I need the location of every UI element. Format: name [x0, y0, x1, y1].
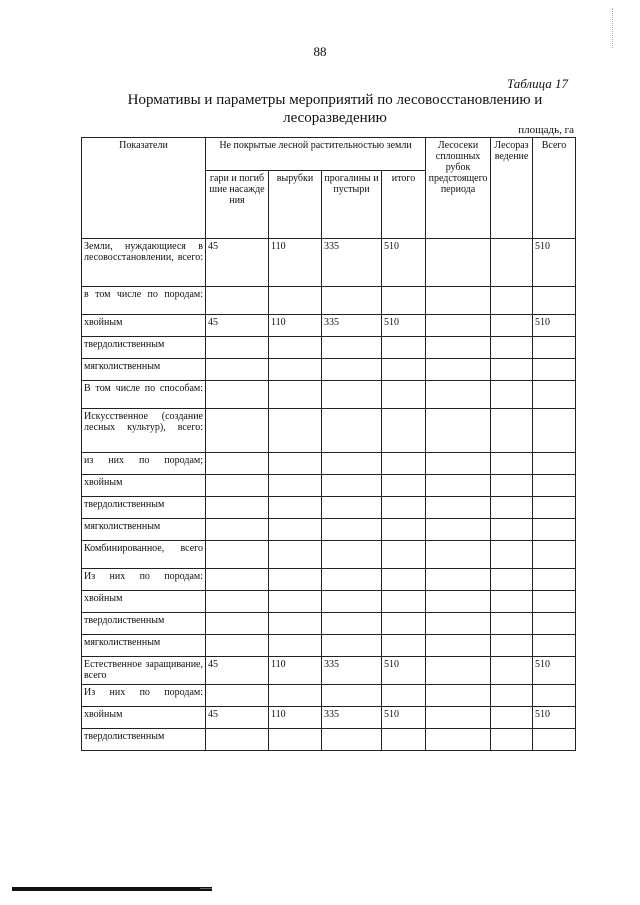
cell-clearcut	[426, 657, 491, 685]
cell-burned	[206, 729, 269, 751]
binding-mark	[612, 8, 614, 48]
cell-afforestation	[491, 707, 533, 729]
cell-glades: 335	[322, 239, 382, 287]
table-row	[82, 337, 576, 359]
header-not-covered: Не покрытые лесной растительностью земли	[206, 138, 426, 171]
row-label: мягколиственным	[82, 519, 206, 541]
cell-clearcut	[426, 569, 491, 591]
cell-afforestation	[491, 569, 533, 591]
cell-burned	[206, 635, 269, 657]
header-afforestation: Лесоразведение	[491, 138, 533, 239]
cell-burned	[206, 381, 269, 409]
cell-afforestation	[491, 337, 533, 359]
cell-burned	[206, 287, 269, 315]
cell-afforestation	[491, 475, 533, 497]
cell-subtotal	[382, 359, 426, 381]
table-row	[82, 409, 576, 453]
cell-clearcut	[426, 453, 491, 475]
cell-total	[533, 381, 576, 409]
cell-clearcut	[426, 707, 491, 729]
cell-afforestation	[491, 657, 533, 685]
table-row	[82, 381, 576, 409]
cell-burned	[206, 475, 269, 497]
cell-burned	[206, 519, 269, 541]
cell-clearcut	[426, 541, 491, 569]
cell-clearings	[269, 287, 322, 315]
row-label: твердолиственным	[82, 497, 206, 519]
cell-clearcut	[426, 685, 491, 707]
cell-clearings: 110	[269, 315, 322, 337]
cell-glades	[322, 409, 382, 453]
cell-clearcut	[426, 409, 491, 453]
row-label: твердолиственным	[82, 337, 206, 359]
cell-clearings	[269, 453, 322, 475]
cell-clearcut	[426, 613, 491, 635]
cell-subtotal: 510	[382, 657, 426, 685]
cell-total	[533, 287, 576, 315]
cell-burned	[206, 453, 269, 475]
cell-glades	[322, 613, 382, 635]
cell-afforestation	[491, 541, 533, 569]
cell-clearings	[269, 635, 322, 657]
row-label: хвойным	[82, 475, 206, 497]
cell-burned	[206, 591, 269, 613]
cell-clearcut	[426, 475, 491, 497]
cell-clearings	[269, 381, 322, 409]
table-row	[82, 541, 576, 569]
cell-total	[533, 519, 576, 541]
cell-clearcut	[426, 519, 491, 541]
row-label: хвойным	[82, 707, 206, 729]
table-row	[82, 497, 576, 519]
cell-subtotal: 510	[382, 707, 426, 729]
cell-glades	[322, 381, 382, 409]
cell-clearings	[269, 359, 322, 381]
cell-burned	[206, 685, 269, 707]
cell-total	[533, 635, 576, 657]
cell-total	[533, 359, 576, 381]
cell-clearcut	[426, 381, 491, 409]
row-label: из них по породам;	[82, 453, 206, 475]
cell-subtotal	[382, 591, 426, 613]
cell-total	[533, 569, 576, 591]
cell-afforestation	[491, 591, 533, 613]
row-label: хвойным	[82, 315, 206, 337]
page-number: 88	[313, 44, 327, 59]
table-row	[82, 239, 576, 287]
table-row	[82, 613, 576, 635]
cell-glades	[322, 497, 382, 519]
row-label: Искусственное (создание лесных культур), всего:	[82, 409, 206, 453]
header-glades: прогалины и пустыри	[322, 171, 382, 239]
cell-clearings	[269, 497, 322, 519]
bottom-scan-bar	[12, 887, 212, 891]
cell-burned	[206, 337, 269, 359]
cell-clearings: 110	[269, 657, 322, 685]
cell-glades: 335	[322, 315, 382, 337]
cell-clearcut	[426, 239, 491, 287]
header-clearcut: Лесосеки сплошных рубок предстоящего периода	[426, 138, 491, 239]
cell-afforestation	[491, 239, 533, 287]
cell-total	[533, 541, 576, 569]
cell-clearings: 110	[269, 239, 322, 287]
cell-subtotal	[382, 409, 426, 453]
table-row	[82, 569, 576, 591]
cell-afforestation	[491, 409, 533, 453]
cell-clearcut	[426, 287, 491, 315]
cell-subtotal	[382, 685, 426, 707]
cell-clearcut	[426, 315, 491, 337]
table-row	[82, 359, 576, 381]
cell-subtotal	[382, 569, 426, 591]
cell-burned: 45	[206, 707, 269, 729]
cell-afforestation	[491, 729, 533, 751]
cell-afforestation	[491, 613, 533, 635]
cell-total: 510	[533, 657, 576, 685]
cell-clearings	[269, 569, 322, 591]
row-label: в том числе по породам:	[82, 287, 206, 315]
cell-afforestation	[491, 685, 533, 707]
cell-afforestation	[491, 315, 533, 337]
cell-subtotal	[382, 519, 426, 541]
cell-clearcut	[426, 359, 491, 381]
cell-burned	[206, 359, 269, 381]
cell-glades	[322, 359, 382, 381]
row-label: твердолиственным	[82, 729, 206, 751]
cell-clearcut	[426, 497, 491, 519]
cell-total	[533, 453, 576, 475]
table-row	[82, 475, 576, 497]
table-row	[82, 635, 576, 657]
cell-total	[533, 591, 576, 613]
row-label: Земли, нуждающиеся в лесовосстановлении, всего:	[82, 239, 206, 287]
table-row	[82, 657, 576, 685]
row-label: мягколиственным	[82, 635, 206, 657]
cell-glades	[322, 519, 382, 541]
cell-glades: 335	[322, 657, 382, 685]
cell-clearings	[269, 409, 322, 453]
cell-burned	[206, 541, 269, 569]
header-indicators: Показатели	[82, 138, 206, 239]
table-row	[82, 707, 576, 729]
cell-subtotal	[382, 497, 426, 519]
table-row	[82, 519, 576, 541]
row-label: Из них по породам:	[82, 685, 206, 707]
cell-burned	[206, 569, 269, 591]
table-row	[82, 315, 576, 337]
cell-total	[533, 685, 576, 707]
cell-afforestation	[491, 635, 533, 657]
cell-subtotal: 510	[382, 315, 426, 337]
cell-clearings	[269, 591, 322, 613]
cell-subtotal	[382, 381, 426, 409]
table-row	[82, 685, 576, 707]
cell-glades	[322, 287, 382, 315]
cell-clearings	[269, 541, 322, 569]
table-body	[82, 239, 576, 751]
cell-glades	[322, 453, 382, 475]
cell-glades	[322, 475, 382, 497]
cell-burned	[206, 409, 269, 453]
cell-clearings	[269, 729, 322, 751]
cell-clearcut	[426, 591, 491, 613]
cell-subtotal	[382, 337, 426, 359]
cell-glades	[322, 541, 382, 569]
cell-total: 510	[533, 239, 576, 287]
cell-burned	[206, 497, 269, 519]
cell-clearings	[269, 475, 322, 497]
cell-glades	[322, 729, 382, 751]
table-title: Нормативы и параметры мероприятий по лесовосстановлению и лесоразведению	[127, 92, 543, 126]
cell-clearings	[269, 337, 322, 359]
cell-total: 510	[533, 707, 576, 729]
cell-subtotal	[382, 453, 426, 475]
cell-afforestation	[491, 497, 533, 519]
cell-subtotal	[382, 729, 426, 751]
row-label: В том числе по способам:	[82, 381, 206, 409]
cell-total	[533, 729, 576, 751]
cell-glades	[322, 337, 382, 359]
bottom-scan-bar-tail	[200, 888, 212, 889]
header-subtotal: итого	[382, 171, 426, 239]
header-clearings: вырубки	[269, 171, 322, 239]
cell-burned: 45	[206, 657, 269, 685]
cell-glades	[322, 591, 382, 613]
cell-afforestation	[491, 287, 533, 315]
cell-glades	[322, 685, 382, 707]
row-label: мягколиственным	[82, 359, 206, 381]
cell-clearcut	[426, 635, 491, 657]
cell-glades	[322, 635, 382, 657]
cell-glades	[322, 569, 382, 591]
cell-burned: 45	[206, 315, 269, 337]
cell-burned: 45	[206, 239, 269, 287]
cell-total	[533, 613, 576, 635]
row-label: хвойным	[82, 591, 206, 613]
row-label: Из них по породам:	[82, 569, 206, 591]
cell-total	[533, 497, 576, 519]
table-row	[82, 453, 576, 475]
row-label: твердолиственным	[82, 613, 206, 635]
header-total: Всего	[533, 138, 576, 239]
cell-subtotal: 510	[382, 239, 426, 287]
unit-label: площадь, га	[518, 124, 574, 136]
row-label: Естественное заращивание, всего	[82, 657, 206, 685]
cell-afforestation	[491, 519, 533, 541]
table-label: Таблица 17	[506, 76, 568, 91]
data-table	[81, 137, 576, 751]
cell-afforestation	[491, 381, 533, 409]
cell-total: 510	[533, 315, 576, 337]
cell-total	[533, 475, 576, 497]
cell-subtotal	[382, 287, 426, 315]
cell-subtotal	[382, 635, 426, 657]
cell-glades: 335	[322, 707, 382, 729]
table-row	[82, 729, 576, 751]
table-row	[82, 591, 576, 613]
cell-total	[533, 337, 576, 359]
cell-subtotal	[382, 613, 426, 635]
cell-clearings	[269, 685, 322, 707]
cell-afforestation	[491, 359, 533, 381]
table-row	[82, 287, 576, 315]
cell-burned	[206, 613, 269, 635]
header-burned: гари и погибшие насаждения	[206, 171, 269, 239]
cell-clearings: 110	[269, 707, 322, 729]
cell-clearcut	[426, 729, 491, 751]
cell-clearings	[269, 613, 322, 635]
cell-clearcut	[426, 337, 491, 359]
cell-subtotal	[382, 475, 426, 497]
cell-total	[533, 409, 576, 453]
row-label: Комбинированное, всего	[82, 541, 206, 569]
cell-afforestation	[491, 453, 533, 475]
cell-subtotal	[382, 541, 426, 569]
cell-clearings	[269, 519, 322, 541]
